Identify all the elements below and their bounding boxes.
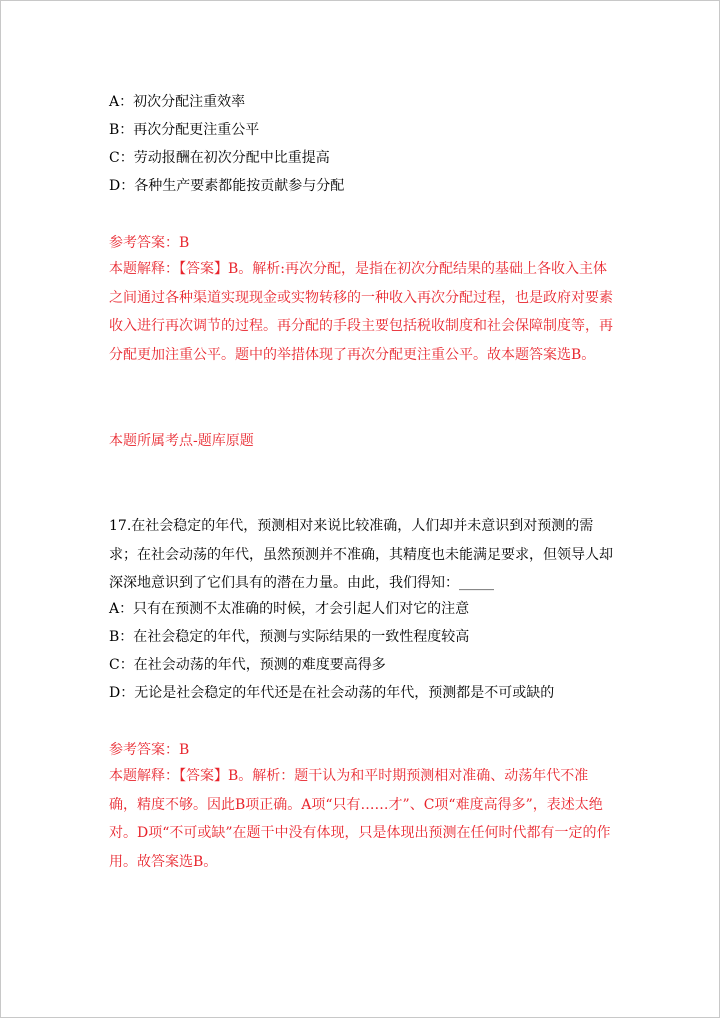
q16-explanation: 本题解释：【答案】B。解析:再次分配，是指在初次分配结果的基础上各收入主体之间通过各种渠道实现现金或实物转移的一种收入再次分配过程，也是政府对要素收入进行再次调节的过程。再分配的手段主要包括税收制度和社会保障制度等，再分配更加注重公平。题中的举措体现了再次分配更注重公平。故本题答案选B。 — [109, 261, 613, 363]
q17-stem: 17.在社会稳定的年代，预测相对来说比较准确，人们却并未意识到对预测的需求；在社会动荡的年代，虽然预测并不准确，其精度也未能满足要求，但领导人却深深地意识到了它们具有的潜在力量。由此，我们得知：_____ — [109, 518, 613, 591]
q16-option-b: B：再次分配更注重公平 — [109, 122, 260, 138]
q17-option-b: B：在社会稳定的年代，预测与实际结果的一致性程度较高 — [109, 629, 470, 645]
q16-answer: 参考答案：B — [109, 235, 190, 251]
q17-explanation: 本题解释：【答案】B。解析：题干认为和平时期预测相对准确、动荡年代不准确，精度不够。因此B项正确。A项“只有……才”、C项“难度高得多”，表述太绝对。D项“不可或缺”在题干中没有体现，只是体现出预测在任何时代都有一定的作用。故答案选B。 — [109, 768, 611, 870]
q17-answer: 参考答案：B — [109, 742, 190, 758]
q16-category: 本题所属考点-题库原题 — [109, 433, 254, 449]
q16-option-c: C：劳动报酬在初次分配中比重提高 — [109, 150, 330, 166]
q16-option-a: A：初次分配注重效率 — [109, 94, 246, 110]
q17-option-d: D：无论是社会稳定的年代还是在社会动荡的年代，预测都是不可或缺的 — [109, 685, 555, 701]
q17-option-a: A：只有在预测不太准确的时候，才会引起人们对它的注意 — [109, 601, 470, 617]
q16-option-d: D：各种生产要素都能按贡献参与分配 — [109, 178, 345, 194]
q17-option-c: C：在社会动荡的年代，预测的难度要高得多 — [109, 657, 386, 673]
